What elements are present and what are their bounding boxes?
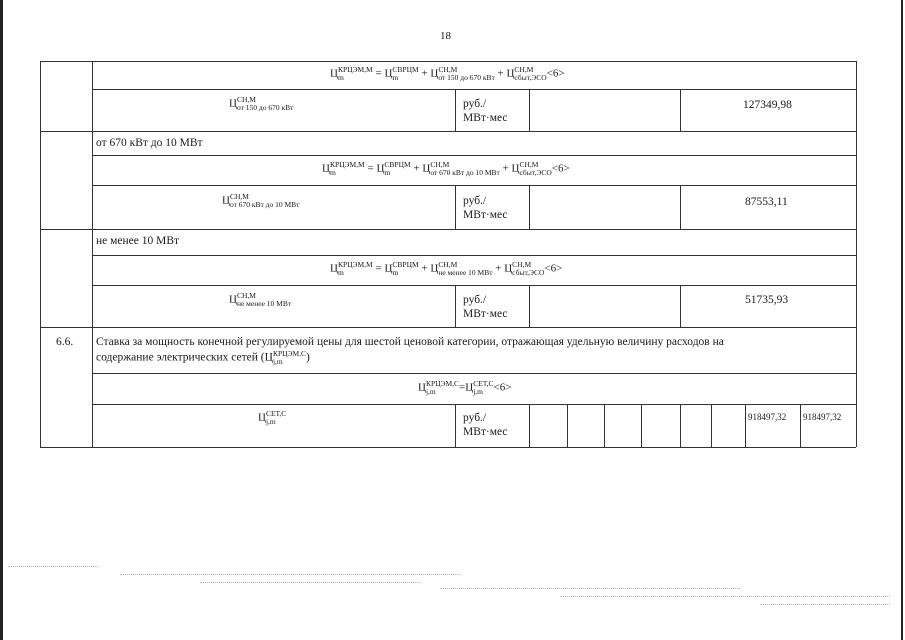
value-row4-b: 918497,32	[803, 412, 842, 422]
page-edge-right	[901, 0, 903, 640]
item-number: 6.6.	[56, 336, 74, 348]
value-row3: 51735,93	[745, 294, 789, 306]
param-row3: Ц СН,М не менее 10 МВт	[229, 291, 292, 308]
param-row2: Ц СН,М от 670 кВт до 10 МВт	[222, 192, 300, 209]
formula-row4: Ц КРЦЭМ,С j,m =Ц СЕТ,С j,m <6>	[418, 379, 512, 396]
value-row2: 87553,11	[745, 196, 788, 208]
param-row1: Ц СН,М от 150 до 670 кВт	[229, 95, 294, 112]
range-label-row2: от 670 кВт до 10 МВт	[96, 137, 203, 149]
value-row1: 127349,98	[743, 99, 792, 111]
range-label-row3: не менее 10 МВт	[96, 235, 180, 247]
unit-row3: руб./ МВт·мес	[463, 294, 508, 320]
unit-row1: руб./ МВт·мес	[463, 98, 508, 124]
param-row4: Ц СЕТ,С j,m	[258, 409, 287, 426]
formula-row1: Ц КРЦЭМ,М m = Ц СВРЦМ m + Ц СН,М от 150 до 670 кВт + Ц СН,М сбыт,ЭСО <6>	[330, 65, 565, 82]
page-number: 18	[440, 30, 451, 42]
item-description-line2: содержание электрических сетей (Ц КРЦЭМ,С j,m )	[96, 349, 310, 366]
formula-row2: Ц КРЦЭМ,М m = Ц СВРЦМ m + Ц СН,М от 670 кВт до 10 МВт + Ц СН,М сбыт,ЭСО <6>	[322, 160, 570, 177]
unit-row2: руб./ МВт·мес	[463, 195, 508, 221]
unit-row4: руб./ МВт·мес	[463, 412, 508, 438]
page-edge-left	[0, 0, 3, 640]
formula-row3: Ц КРЦЭМ,М m = Ц СВРЦМ m + Ц СН,М не менее 10 МВт + Ц СН,М сбыт,ЭСО <6>	[330, 260, 563, 277]
value-row4-a: 918497,32	[748, 412, 787, 422]
item-description-line1: Ставка за мощность конечной регулируемой цены для шестой ценовой категории, отражающая удельную величину расходов на	[96, 336, 724, 348]
